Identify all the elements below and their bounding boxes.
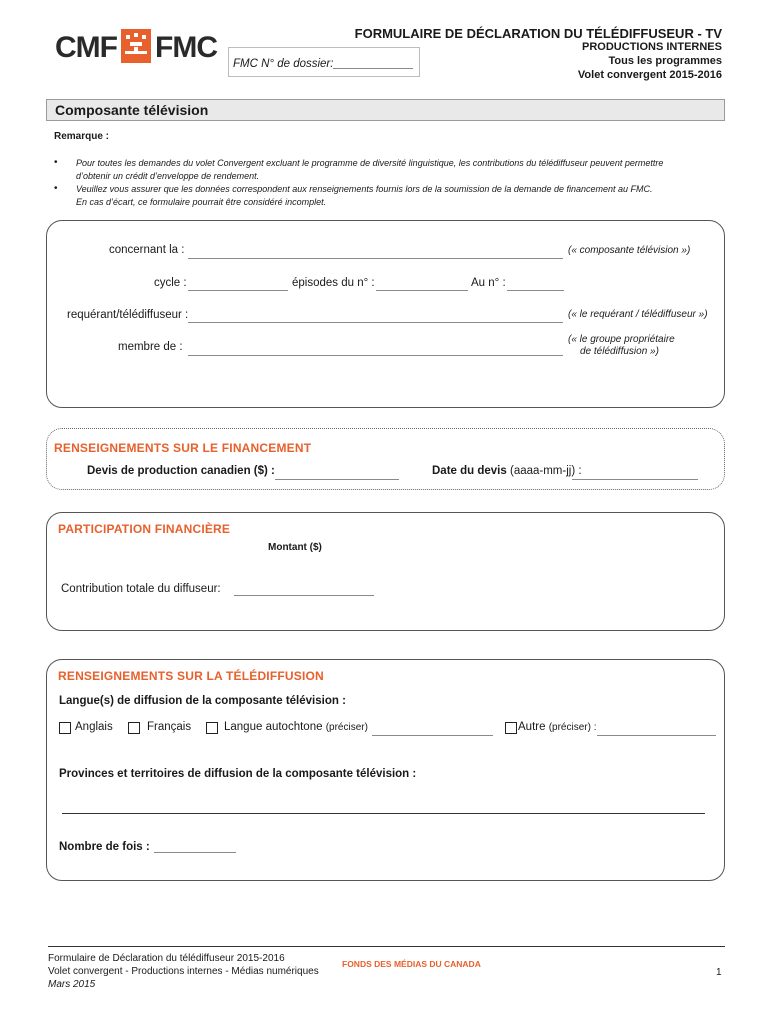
- dossier-number-box: [228, 47, 420, 77]
- contribution-field[interactable]: [234, 595, 374, 596]
- participation-title: PARTICIPATION FINANCIÈRE: [58, 522, 231, 536]
- cycle-label: cycle :: [154, 277, 187, 289]
- episodes-from-field[interactable]: [376, 290, 468, 291]
- date-devis-field[interactable]: [572, 479, 698, 480]
- nombre-field[interactable]: [154, 852, 236, 853]
- nombre-label: Nombre de fois :: [59, 841, 150, 853]
- label-autre: [518, 721, 597, 733]
- membre-hint-1: (« le groupe propriétaire: [568, 334, 675, 345]
- note-2-line-1: Veuillez vous assurer que les données correspondent aux renseignements fournis lors de la soumission de la demande de financement au FMC.: [76, 184, 653, 194]
- requerant-field[interactable]: [188, 322, 563, 323]
- contribution-label: Contribution totale du diffuseur:: [61, 583, 221, 595]
- cmf-fmc-logo: [55, 27, 215, 65]
- bullet-2: •: [54, 183, 58, 194]
- devis-field[interactable]: [275, 479, 399, 480]
- concernant-hint: (« composante télévision »): [568, 245, 691, 256]
- dossier-label: FMC N° de dossier:: [233, 58, 334, 70]
- date-devis-label-format: (aaaa-mm-jj) :: [509, 465, 582, 477]
- form-title: FORMULAIRE DE DÉCLARATION DU TÉLÉDIFFUSEUR - TV: [354, 26, 722, 41]
- footer-brand: FONDS DES MÉDIAS DU CANADA: [342, 959, 481, 969]
- logo-cmf-text: CMF: [55, 31, 117, 64]
- autochtone-field[interactable]: [372, 735, 493, 736]
- provinces-field[interactable]: [62, 813, 705, 814]
- page-number: 1: [716, 967, 722, 978]
- telediffusion-title: RENSEIGNEMENTS SUR LA TÉLÉDIFFUSION: [58, 669, 324, 683]
- concernant-field[interactable]: [188, 258, 563, 259]
- membre-hint-2: de télédiffusion »): [580, 346, 659, 357]
- concernant-label: concernant la :: [109, 244, 185, 256]
- note-1-line-1: Pour toutes les demandes du volet Convergent excluant le programme de diversité linguistique, les contributions du télédiffuseur peuvent permettre: [76, 158, 664, 168]
- financement-title: RENSEIGNEMENTS SUR LE FINANCEMENT: [54, 441, 312, 455]
- montant-header: Montant ($): [268, 542, 322, 553]
- financement-box: [46, 428, 725, 490]
- note-2: [76, 183, 716, 209]
- section-title: Composante télévision: [55, 102, 209, 118]
- label-anglais: Anglais: [75, 721, 113, 733]
- checkbox-francais[interactable]: [128, 722, 140, 734]
- membre-field[interactable]: [188, 355, 563, 356]
- logo-fmc-text: FMC: [155, 31, 217, 64]
- cycle-field[interactable]: [188, 290, 288, 291]
- requerant-hint: (« le requérant / télédiffuseur »): [568, 309, 708, 320]
- footer-line-3: Mars 2015: [48, 979, 96, 990]
- section-title-bar: [46, 99, 725, 121]
- au-label: Au n° :: [471, 277, 506, 289]
- form-subtitle-2: Tous les programmes: [608, 55, 722, 67]
- provinces-label: Provinces et territoires de diffusion de la composante télévision :: [59, 768, 417, 780]
- label-autre-text: Autre: [518, 721, 546, 733]
- footer-divider: [48, 946, 725, 947]
- checkbox-autochtone[interactable]: [206, 722, 218, 734]
- devis-label: Devis de production canadien ($) :: [87, 465, 275, 477]
- label-autochtone: [224, 721, 368, 733]
- label-autochtone-text: Langue autochtone: [224, 721, 323, 733]
- note-1: [76, 157, 716, 183]
- bullet-1: •: [54, 157, 58, 168]
- checkbox-anglais[interactable]: [59, 722, 71, 734]
- form-subtitle-1: PRODUCTIONS INTERNES: [582, 41, 722, 53]
- date-devis-label-bold: Date du devis: [432, 465, 507, 477]
- note-1-line-2: d’obtenir un crédit d’enveloppe de rendement.: [76, 171, 260, 181]
- note-2-line-2: En cas d’écart, ce formulaire pourrait être considéré incomplet.: [76, 197, 327, 207]
- checkbox-autre[interactable]: [505, 722, 517, 734]
- langue-label: Langue(s) de diffusion de la composante télévision :: [59, 695, 346, 707]
- membre-label: membre de :: [118, 341, 183, 353]
- episodes-to-field[interactable]: [507, 290, 564, 291]
- episodes-label: épisodes du n° :: [292, 277, 375, 289]
- footer-line-2: Volet convergent - Productions internes - Médias numériques: [48, 966, 319, 977]
- dossier-number-field[interactable]: [333, 68, 413, 69]
- autre-field[interactable]: [597, 735, 716, 736]
- label-francais: Français: [147, 721, 192, 733]
- form-subtitle-3: Volet convergent 2015-2016: [577, 69, 722, 81]
- footer-line-1: Formulaire de Déclaration du télédiffuseur 2015-2016: [48, 953, 285, 964]
- label-autochtone-hint: (préciser): [325, 722, 368, 733]
- requerant-label: requérant/télédiffuseur :: [67, 309, 189, 321]
- remark-label: Remarque :: [54, 131, 110, 142]
- label-autre-hint: (préciser) :: [548, 722, 597, 733]
- maple-leaf-flag-icon: [121, 29, 151, 63]
- date-devis-label: [432, 465, 582, 477]
